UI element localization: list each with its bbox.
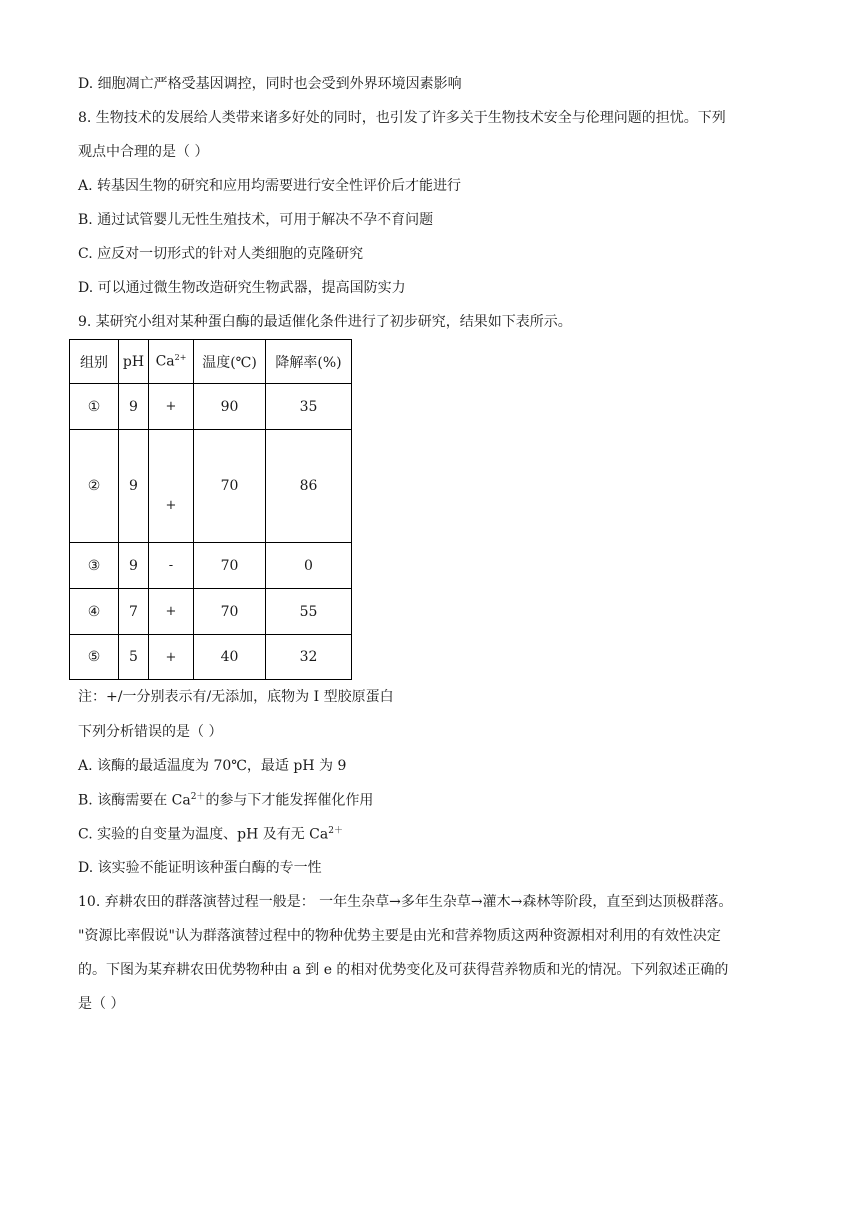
option-9a: A. 该酶的最适温度为 70℃，最适 pH 为 9 — [78, 758, 347, 774]
cell-group: ① — [70, 384, 119, 430]
enzyme-results-table — [69, 339, 352, 680]
cell-temperature: 90 — [194, 384, 266, 430]
table-header-row — [70, 340, 352, 384]
table-note: 注：+/一分别表示有/无添加，底物为 I 型胶原蛋白 — [78, 689, 394, 705]
header-temperature: 温度(℃) — [194, 340, 266, 384]
cell-temperature: 70 — [194, 589, 266, 635]
cell-group: ④ — [70, 589, 119, 635]
cell-ph: 7 — [119, 589, 149, 635]
option-9b-tail: 的参与下才能发挥催化作用 — [205, 792, 374, 809]
cell-degradation: 35 — [266, 384, 352, 430]
cell-degradation: 86 — [266, 430, 352, 543]
question-10-stem: 10. 弃耕农田的群落演替过程一般是： 一年生杂草→多年生杂草→灌木→森林等阶段，直至到达顶极群落。 — [78, 894, 733, 910]
cell-calcium: + — [149, 589, 194, 635]
table-row — [70, 635, 352, 680]
option-8d: D. 可以通过微生物改造研究生物武器，提高国防实力 — [78, 280, 406, 296]
header-group: 组别 — [70, 340, 119, 384]
cell-calcium-value: + — [165, 498, 177, 513]
table-row — [70, 589, 352, 635]
option-8a: A. 转基因生物的研究和应用均需要进行安全性评价后才能进行 — [78, 178, 462, 194]
option-8c: C. 应反对一切形式的针对人类细胞的克隆研究 — [78, 246, 364, 262]
option-9b — [78, 789, 373, 810]
option-9b-head: B. 该酶需要在 Ca — [78, 792, 191, 809]
option-9c — [78, 823, 343, 844]
option-8-prev-d: D. 细胞凋亡严格受基因调控，同时也会受到外界环境因素影响 — [78, 76, 462, 92]
cell-calcium: + — [149, 635, 194, 680]
cell-temperature: 40 — [194, 635, 266, 680]
option-9c-charge: 2＋ — [328, 826, 343, 836]
cell-ph: 9 — [119, 384, 149, 430]
question-10-stem-4: 是（ ） — [78, 996, 125, 1012]
table-row — [70, 430, 352, 543]
cell-ph: 5 — [119, 635, 149, 680]
cell-degradation: 0 — [266, 543, 352, 589]
question-10-stem-2: "资源比率假说"认为群落演替过程中的物种优势主要是由光和营养物质这两种资源相对利用的有效性决定 — [78, 928, 721, 944]
header-degradation: 降解率(%) — [266, 340, 352, 384]
cell-degradation: 32 — [266, 635, 352, 680]
cell-degradation: 55 — [266, 589, 352, 635]
cell-ph: 9 — [119, 430, 149, 543]
table-row — [70, 384, 352, 430]
header-ph: pH — [119, 340, 149, 384]
question-9-stem: 9. 某研究小组对某种蛋白酶的最适催化条件进行了初步研究，结果如下表所示。 — [78, 314, 572, 330]
header-calcium-charge: 2+ — [174, 353, 187, 363]
question-8-stem-cont: 观点中合理的是（ ） — [78, 144, 209, 160]
table-row — [70, 543, 352, 589]
cell-ph: 9 — [119, 543, 149, 589]
header-calcium-label: Ca — [155, 353, 175, 370]
cell-calcium: + — [149, 384, 194, 430]
option-9b-charge: 2＋ — [190, 792, 206, 802]
cell-group: ③ — [70, 543, 119, 589]
cell-group: ② — [70, 430, 119, 543]
question-8-stem: 8. 生物技术的发展给人类带来诸多好处的同时，也引发了许多关于生物技术安全与伦理问题的担忧。下列 — [78, 110, 726, 126]
option-9d: D. 该实验不能证明该种蛋白酶的专一性 — [78, 860, 322, 876]
header-calcium — [149, 340, 194, 384]
option-8b: B. 通过试管婴儿无性生殖技术，可用于解决不孕不育问题 — [78, 212, 434, 228]
option-9c-head: C. 实验的自变量为温度、pH 及有无 Ca — [78, 826, 329, 843]
cell-group: ⑤ — [70, 635, 119, 680]
question-9-prompt: 下列分析错误的是（ ） — [78, 724, 223, 740]
cell-temperature: 70 — [194, 430, 266, 543]
cell-calcium: - — [149, 543, 194, 589]
cell-calcium — [149, 430, 194, 543]
question-10-stem-3: 的。下图为某弃耕农田优势物种由 a 到 e 的相对优势变化及可获得营养物质和光的情况。下列叙述正确的 — [78, 962, 729, 978]
cell-temperature: 70 — [194, 543, 266, 589]
